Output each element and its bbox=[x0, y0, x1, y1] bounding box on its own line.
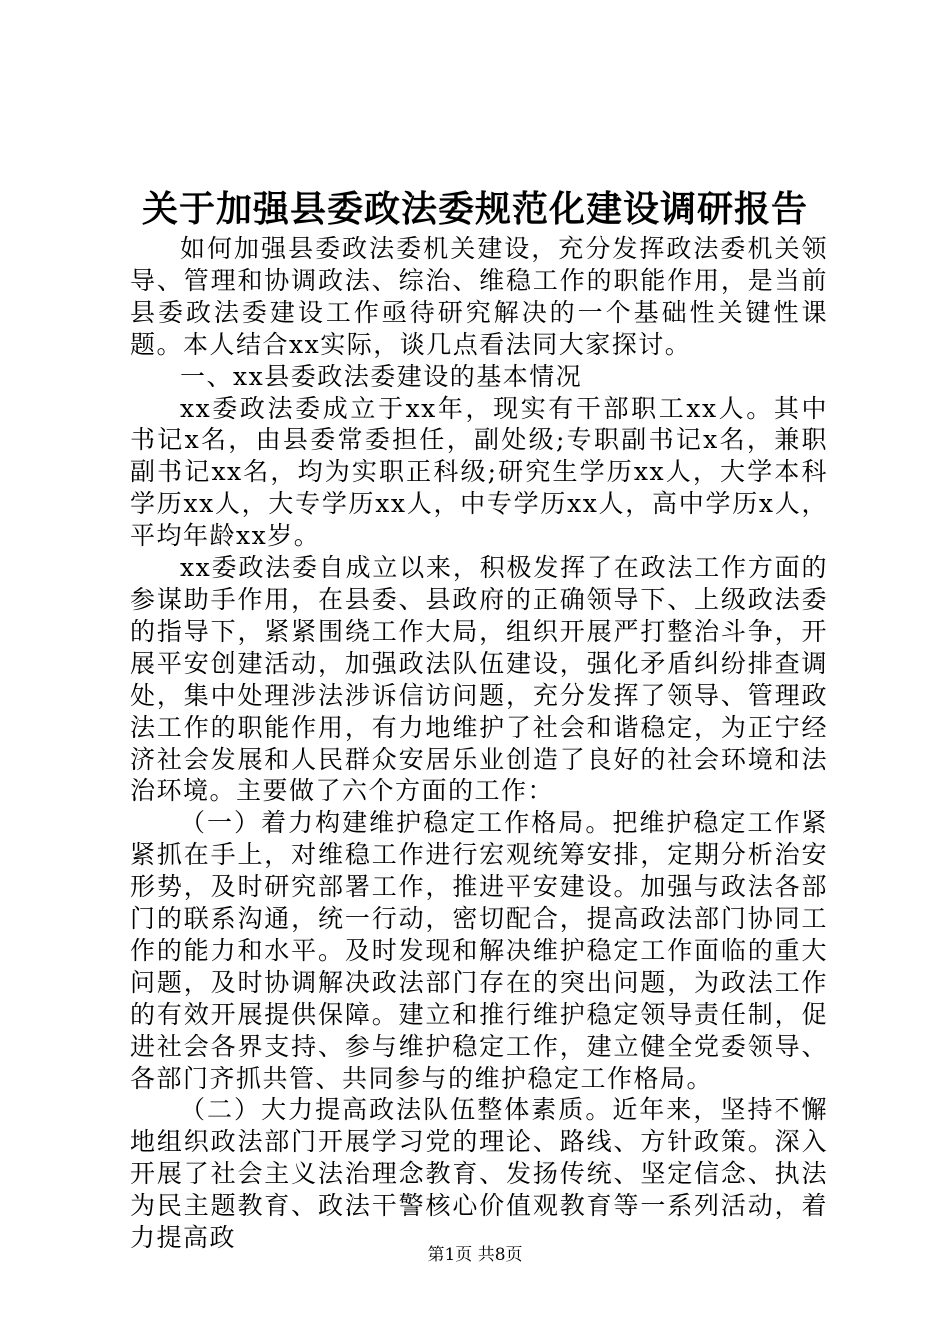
page-footer: 第1页 共8页 bbox=[427, 1245, 523, 1265]
section-heading: 一、xx县委政法委建设的基本情况 bbox=[180, 361, 583, 391]
paragraph-staffing: xx委政法委成立于xx年，现实有干部职工xx人。其中书记x名，由县委常委担任，副处级;专职副书记x名，兼职副书记xx名，均为实职正科级;研究生学历xx人，大学本科学历xx人，大专学历xx人，中专学历xx人，高中学历x人，平均年龄xx岁。 bbox=[130, 393, 828, 551]
document-title: 关于加强县委政法委规范化建设调研报告 bbox=[141, 188, 808, 230]
document-body bbox=[130, 233, 828, 1254]
paragraph-item-1: （一）着力构建维护稳定工作格局。把维护稳定工作紧紧抓在手上，对维稳工作进行宏观统筹安排，定期分析治安形势，及时研究部署工作，推进平安建设。加强与政法各部门的联系沟通，统一行动，密切配合，提高政法部门协同工作的能力和水平。及时发现和解决维护稳定工作面临的重大问题，及时协调解决政法部门存在的突出问题，为政法工作的有效开展提供保障。建立和推行维护稳定领导责任制，促进社会各界支持、参与维护稳定工作，建立健全党委领导、各部门齐抓共管、共同参与的维护稳定工作格局。 bbox=[130, 808, 828, 1093]
paragraph-achievements: xx委政法委自成立以来，积极发挥了在政法工作方面的参谋助手作用，在县委、县政府的正确领导下、上级政法委的指导下，紧紧围绕工作大局，组织开展严打整治斗争，开展平安创建活动，加强政法队伍建设，强化矛盾纠纷排查调处，集中处理涉法涉诉信访问题，充分发挥了领导、管理政法工作的职能作用，有力地维护了社会和谐稳定，为正宁经济社会发展和人民群众安居乐业创造了良好的社会环境和法治环境。主要做了六个方面的工作： bbox=[130, 553, 828, 806]
paragraph-item-2: （二）大力提高政法队伍整体素质。近年来，坚持不懈地组织政法部门开展学习党的理论、路线、方针政策。深入开展了社会主义法治理念教育、发扬传统、坚定信念、执法为民主题教育、政法干警核心价值观教育等一系列活动，着力提高政 bbox=[130, 1095, 828, 1253]
paragraph-intro: 如何加强县委政法委机关建设，充分发挥政法委机关领导、管理和协调政法、综治、维稳工作的职能作用，是当前县委政法委建设工作亟待研究解决的一个基础性关键性课题。本人结合xx实际，谈几点看法同大家探讨。 bbox=[130, 234, 828, 359]
